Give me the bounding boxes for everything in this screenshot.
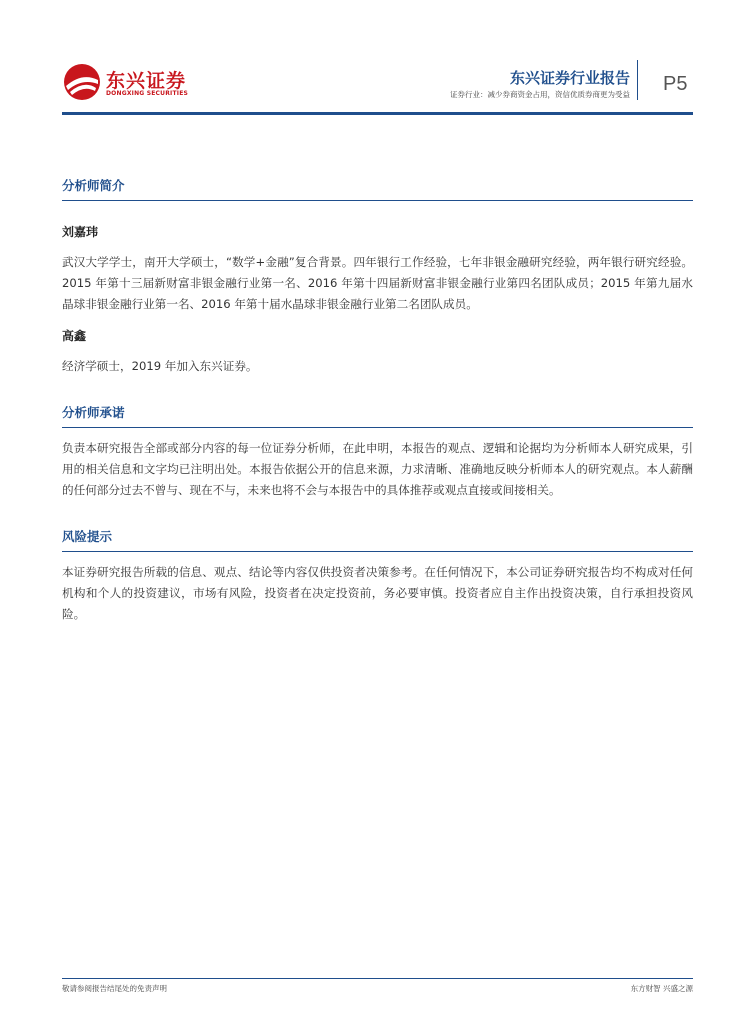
analyst-name-2: 高鑫 xyxy=(62,329,87,343)
analyst-name-1: 刘嘉玮 xyxy=(62,225,99,239)
analyst-bio-1: 武汉大学学士，南开大学硕士，“数学+金融”复合背景。四年银行工作经验，七年非银金融研究经验，两年银行研究经验。2015 年第十三届新财富非银金融行业第一名、2016 年第十四届新财富非银金融行业第四名团队成员；2015 年第九届水晶球非银金融行业第一名、2016 年第十届水晶球非银金融行业第二名团队成员。 xyxy=(62,255,693,311)
section-heading-analyst-pledge: 分析师承诺 xyxy=(62,403,693,428)
footer-rule xyxy=(62,978,693,979)
section-heading-risk-notice: 风险提示 xyxy=(62,527,693,552)
logo-chinese-name: 东兴证券 xyxy=(106,70,187,92)
page-number: P5 xyxy=(663,73,688,95)
main-content xyxy=(62,176,693,625)
footer-disclaimer: 敬请参阅报告结尾处的免责声明 xyxy=(62,984,167,993)
logo-english-name: DONGXING SECURITIES xyxy=(106,90,189,97)
report-subtitle: 证券行业：减少券商资金占用，资信优质券商更为受益 xyxy=(450,90,630,99)
footer-slogan: 东方财智 兴盛之源 xyxy=(630,984,693,993)
report-title: 东兴证券行业报告 xyxy=(509,69,630,87)
risk-notice-text: 本证券研究报告所载的信息、观点、结论等内容仅供投资者决策参考。在任何情况下，本公司证券研究报告均不构成对任何机构和个人的投资建议，市场有风险，投资者在决定投资前，务必要审慎。投资者应自主作出投资决策，自行承担投资风险。 xyxy=(62,565,693,621)
analyst-bio-2: 经济学硕士，2019 年加入东兴证券。 xyxy=(62,359,258,373)
company-logo xyxy=(62,62,192,102)
section-heading-analyst-intro: 分析师简介 xyxy=(62,176,693,201)
header-rule xyxy=(62,112,693,115)
logo-mark-icon xyxy=(62,62,102,102)
header-divider xyxy=(637,60,638,100)
analyst-pledge-text: 负责本研究报告全部或部分内容的每一位证券分析师，在此申明，本报告的观点、逻辑和论据均为分析师本人研究成果，引用的相关信息和文字均已注明出处。本报告依据公开的信息来源，力求清晰、准确地反映分析师本人的研究观点。本人薪酬的任何部分过去不曾与、现在不与，未来也将不会与本报告中的具体推荐或观点直接或间接相关。 xyxy=(62,441,693,497)
